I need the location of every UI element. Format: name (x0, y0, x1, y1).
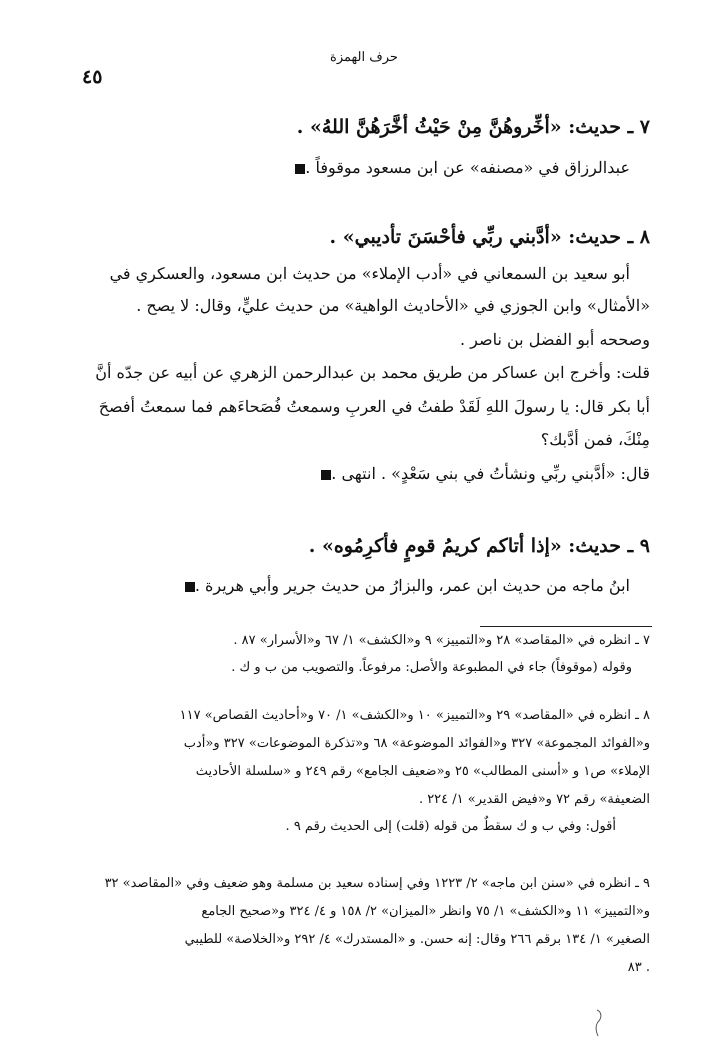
entry-8-line-4: قلت: وأخرج ابن عساكر من طريق محمد بن عبدالرحمن الزهري عن أبيه عن جدّه أنَّ (95, 363, 650, 382)
entry-8-line-6: مِنْكَ، فمن أدَّبك؟ (540, 430, 650, 449)
footnote-9-line-1: ٩ ـ انظره في «سنن ابن ماجه» ٢/ ١٢٢٣ وفي إسناده سعيد بن مسلمة وهو ضعيف وفي «المقاصد» ٣٢ (104, 876, 650, 891)
handwritten-mark (590, 1008, 604, 1038)
footnote-8-line-2: و«الفوائد المجموعة» ٣٢٧ و«الفوائد الموضوعة» ٦٨ و«تذكرة الموضوعات» ٣٢٧ و«أدب (183, 736, 650, 751)
entry-8-line-7: قال: «أدَّبني ربِّي ونشأتُ في بني سَعْدٍ» . انتهى . (317, 464, 650, 483)
end-of-entry-mark (295, 164, 305, 174)
footnote-separator (480, 626, 652, 627)
hadith-heading-7: ٧ ـ حديث: «أخِّروهُنَّ مِنْ حَيْثُ أخَّرَهُنَّ اللهُ» . (296, 116, 650, 138)
footnote-8-line-3: الإملاء» ص١ و «أسنى المطالب» ٢٥ و«ضعيف الجامع» رقم ٢٤٩ و «سلسلة الأحاديث (195, 764, 650, 779)
end-of-entry-mark (185, 582, 195, 592)
page-number: ٤٥ (82, 66, 103, 88)
entry-7-line-1: عبدالرزاق في «مصنفه» عن ابن مسعود موقوفاً . (291, 158, 630, 177)
footnote-9-line-4: ٨٣ . (627, 960, 650, 975)
hadith-heading-8: ٨ ـ حديث: «أدَّبني ربِّي فأحْسَنَ تأديبي» . (329, 226, 650, 248)
hadith-heading-9: ٩ ـ حديث: «إذا أتاكم كريمُ قومٍ فأكرِمُوه» . (308, 535, 650, 557)
footnote-7-line-2: وقوله (موقوفاً) جاء في المطبوعة والأصل: مرفوعاً. والتصويب من ب و ك . (231, 660, 632, 675)
entry-8-line-1: أبو سعيد بن السمعاني في «أدب الإملاء» من حديث ابن مسعود، والعسكري في (109, 264, 630, 283)
footnote-9-line-3: الصغير» ١/ ١٣٤ برقم ٢٦٦ وقال: إنه حسن. و «المستدرك» ٤/ ٢٩٢ و«الخلاصة» للطيبي (184, 932, 650, 947)
entry-8-line-5: أبا بكر قال: يا رسولَ اللهِ لَقَدْ طفتُ في العربِ وسمعتُ فُصَحاءَهم فما سمعتُ أفصحَ (98, 397, 650, 416)
running-header-title: حرف الهمزة (330, 50, 398, 65)
end-of-entry-mark (321, 470, 331, 480)
footnote-9-line-2: و«التمييز» ١١ و«الكشف» ١/ ٧٥ وانظر «الميزان» ٢/ ١٥٨ و ٤/ ٣٢٤ و«صحيح الجامع (201, 904, 650, 919)
entry-8-line-3: وصححه أبو الفضل بن ناصر . (459, 330, 650, 349)
footnote-8-line-1: ٨ ـ انظره في «المقاصد» ٢٩ و«التمييز» ١٠ و«الكشف» ١/ ٧٠ و«أحاديث القصاص» ١١٧ (179, 708, 650, 723)
footnote-8-line-5: أقول: وفي ب و ك سقطٌ من قوله (قلت) إلى الحديث رقم ٩ . (285, 819, 616, 834)
footnote-8-line-4: الضعيفة» رقم ٧٢ و«فيض القدير» ١/ ٢٢٤ . (418, 792, 650, 807)
footnote-7-line-1: ٧ ـ انظره في «المقاصد» ٢٨ و«التمييز» ٩ و«الكشف» ١/ ٦٧ و«الأسرار» ٨٧ . (233, 633, 650, 648)
entry-8-line-2: «الأمثال» وابن الجوزي في «الأحاديث الواهية» من حديث عليٍّ، وقال: لا يصح . (136, 296, 650, 315)
entry-9-line-1: ابنُ ماجه من حديث ابن عمر، والبزارُ من حديث جرير وأبي هريرة . (181, 576, 630, 595)
